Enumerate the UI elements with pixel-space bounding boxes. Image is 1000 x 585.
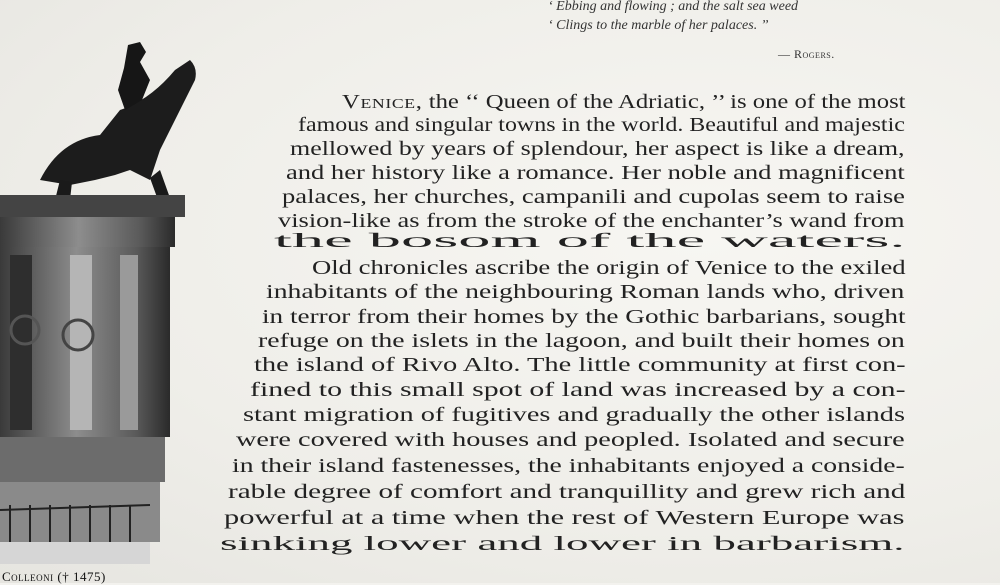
paragraph-1-line: palaces, her churches, campanili and cupolas seem to raise: [282, 187, 905, 208]
paragraph-2-line: rable degree of comfort and tranquillity and grew rich and: [228, 482, 906, 503]
paragraph-2-line: fined to this small spot of land was increased by a con-: [250, 380, 906, 401]
paragraph-2-line: the island of Rivo Alto. The little community at first con-: [254, 355, 906, 376]
paragraph-2-line: inhabitants of the neighbouring Roman lands who, driven: [266, 282, 905, 303]
paragraph-2-line: Old chronicles ascribe the origin of Venice to the exiled: [312, 258, 906, 279]
epigraph: [548, 0, 798, 35]
paragraph-1-line: the bosom of the waters.: [274, 231, 906, 252]
paragraph-2-line: sinking lower and lower in barbarism.: [220, 534, 905, 555]
paragraph-1-line: vision-like as from the stroke of the enchanter’s wand from: [278, 211, 905, 232]
paragraph-2-line: stant migration of fugitives and gradually the other islands: [243, 405, 905, 426]
epigraph-line: ‘ Clings to the marble of her palaces. ’’: [548, 18, 769, 33]
colleoni-statue-illustration: [0, 40, 200, 585]
paragraph-2-line: in terror from their homes by the Gothic barbarians, sought: [262, 307, 906, 328]
paragraph-2-line: in their island fastenesses, the inhabitants enjoyed a conside-: [232, 456, 905, 477]
paragraph-2-line: powerful at a time when the rest of Western Europe was: [224, 508, 905, 529]
paragraph-1-line-1: Venice, the ‘‘ Queen of the Adriatic, ’’ is one of the most: [342, 92, 906, 113]
paragraph-1-line: famous and singular towns in the world. Beautiful and majestic: [298, 115, 905, 136]
epigraph-line: ‘ Ebbing and flowing ; and the salt sea weed: [548, 0, 799, 14]
paragraph-1-line: mellowed by years of splendour, her aspect is like a dream,: [290, 139, 905, 160]
illustration-caption: Colleoni († 1475): [2, 569, 106, 584]
paragraph-2-line: refuge on the islets in the lagoon, and built their homes on: [258, 331, 905, 352]
lead-word: Venice,: [342, 92, 423, 113]
epigraph-attribution: — Rogers.: [778, 47, 835, 61]
paragraph-2-line: were covered with houses and peopled. Isolated and secure: [236, 430, 905, 451]
paragraph-1-line: and her history like a romance. Her noble and magnificent: [286, 163, 905, 184]
